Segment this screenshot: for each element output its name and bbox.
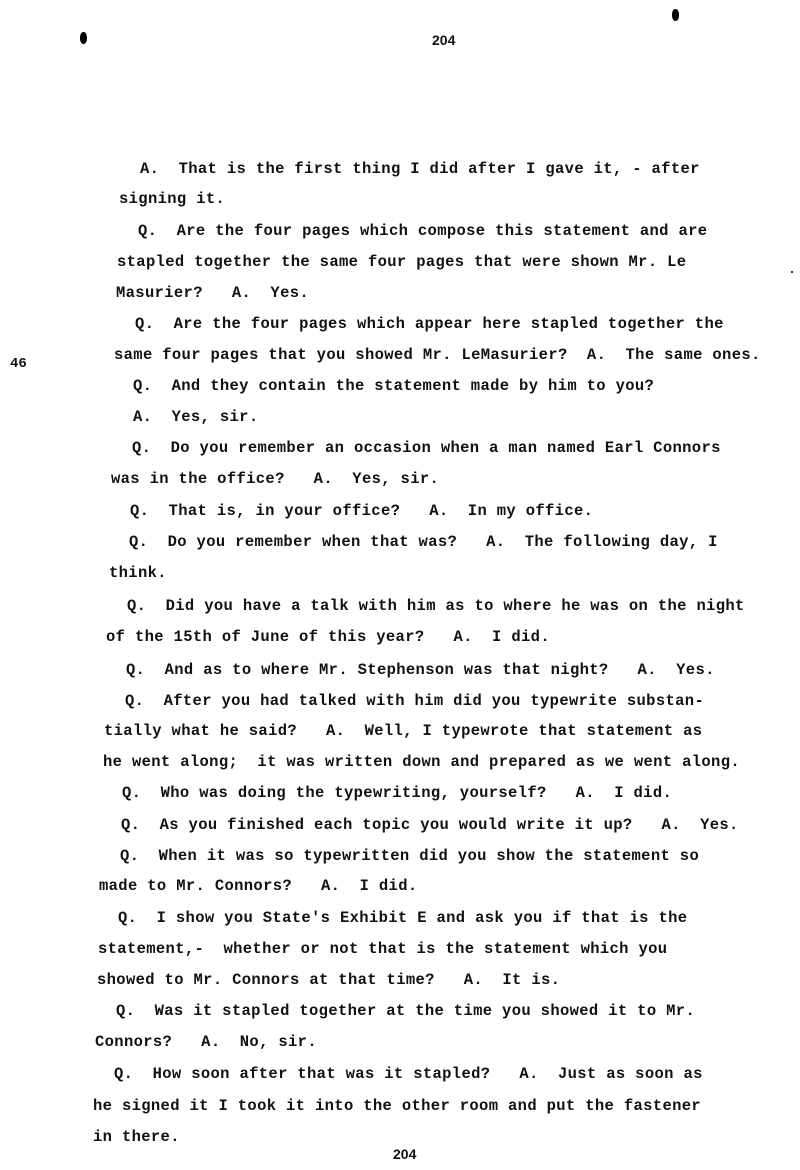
transcript-line: Q. When it was so typewritten did you show the statement so — [120, 847, 700, 865]
scan-speck — [791, 271, 793, 273]
transcript-line: he went along; it was written down and prepared as we went along. — [103, 753, 740, 771]
transcript-line: he signed it I took it into the other room and put the fastener — [93, 1097, 702, 1115]
transcript-line: tially what he said? A. Well, I typewrote that statement as — [104, 722, 703, 740]
transcript-line: Q. As you finished each topic you would write it up? A. Yes. — [121, 816, 739, 834]
scan-blot-left — [80, 32, 87, 44]
transcript-line: stapled together the same four pages that were shown Mr. Le — [117, 253, 687, 271]
transcript-line: was in the office? A. Yes, sir. — [111, 470, 440, 488]
transcript-line: Q. Do you remember when that was? A. The following day, I — [129, 533, 718, 551]
transcript-line: Q. And as to where Mr. Stephenson was that night? A. Yes. — [126, 661, 715, 679]
transcript-line: Connors? A. No, sir. — [95, 1033, 317, 1051]
transcript-line: Q. And they contain the statement made by him to you? — [133, 377, 655, 395]
page-number-top: 204 — [432, 32, 456, 48]
transcript-line: think. — [109, 564, 167, 582]
transcript-line: made to Mr. Connors? A. I did. — [99, 877, 418, 895]
transcript-line: Q. After you had talked with him did you typewrite substan- — [125, 692, 705, 710]
transcript-line: Q. Who was doing the typewriting, yourself? A. I did. — [122, 784, 673, 802]
transcript-line: Masurier? A. Yes. — [116, 284, 310, 302]
transcript-line: Q. I show you State's Exhibit E and ask you if that is the — [118, 909, 688, 927]
transcript-line: Q. How soon after that was it stapled? A. Just as soon as — [114, 1065, 703, 1083]
transcript-line: Q. Was it stapled together at the time you showed it to Mr. — [116, 1002, 696, 1020]
transcript-line: A. That is the first thing I did after I gave it, - after — [140, 160, 700, 178]
page-number-bottom: 204 — [393, 1146, 417, 1162]
transcript-line: showed to Mr. Connors at that time? A. It is. — [97, 971, 561, 989]
transcript-line: Q. Do you remember an occasion when a man named Earl Connors — [132, 439, 721, 457]
transcript-line: statement,- whether or not that is the statement which you — [98, 940, 668, 958]
transcript-line: same four pages that you showed Mr. LeMasurier? A. The same ones. — [114, 346, 761, 364]
transcript-line: A. Yes, sir. — [133, 408, 259, 426]
margin-line-number: 46 — [10, 356, 27, 372]
transcript-line: of the 15th of June of this year? A. I did. — [106, 628, 550, 646]
transcript-line: signing it. — [119, 190, 226, 208]
transcript-line: Q. Are the four pages which appear here stapled together the — [135, 315, 724, 333]
transcript-line: Q. Did you have a talk with him as to where he was on the night — [127, 597, 745, 615]
transcript-line: in there. — [93, 1128, 180, 1146]
scan-blot-right — [672, 9, 679, 21]
transcript-line: Q. Are the four pages which compose this statement and are — [138, 222, 708, 240]
transcript-line: Q. That is, in your office? A. In my office. — [130, 502, 594, 520]
